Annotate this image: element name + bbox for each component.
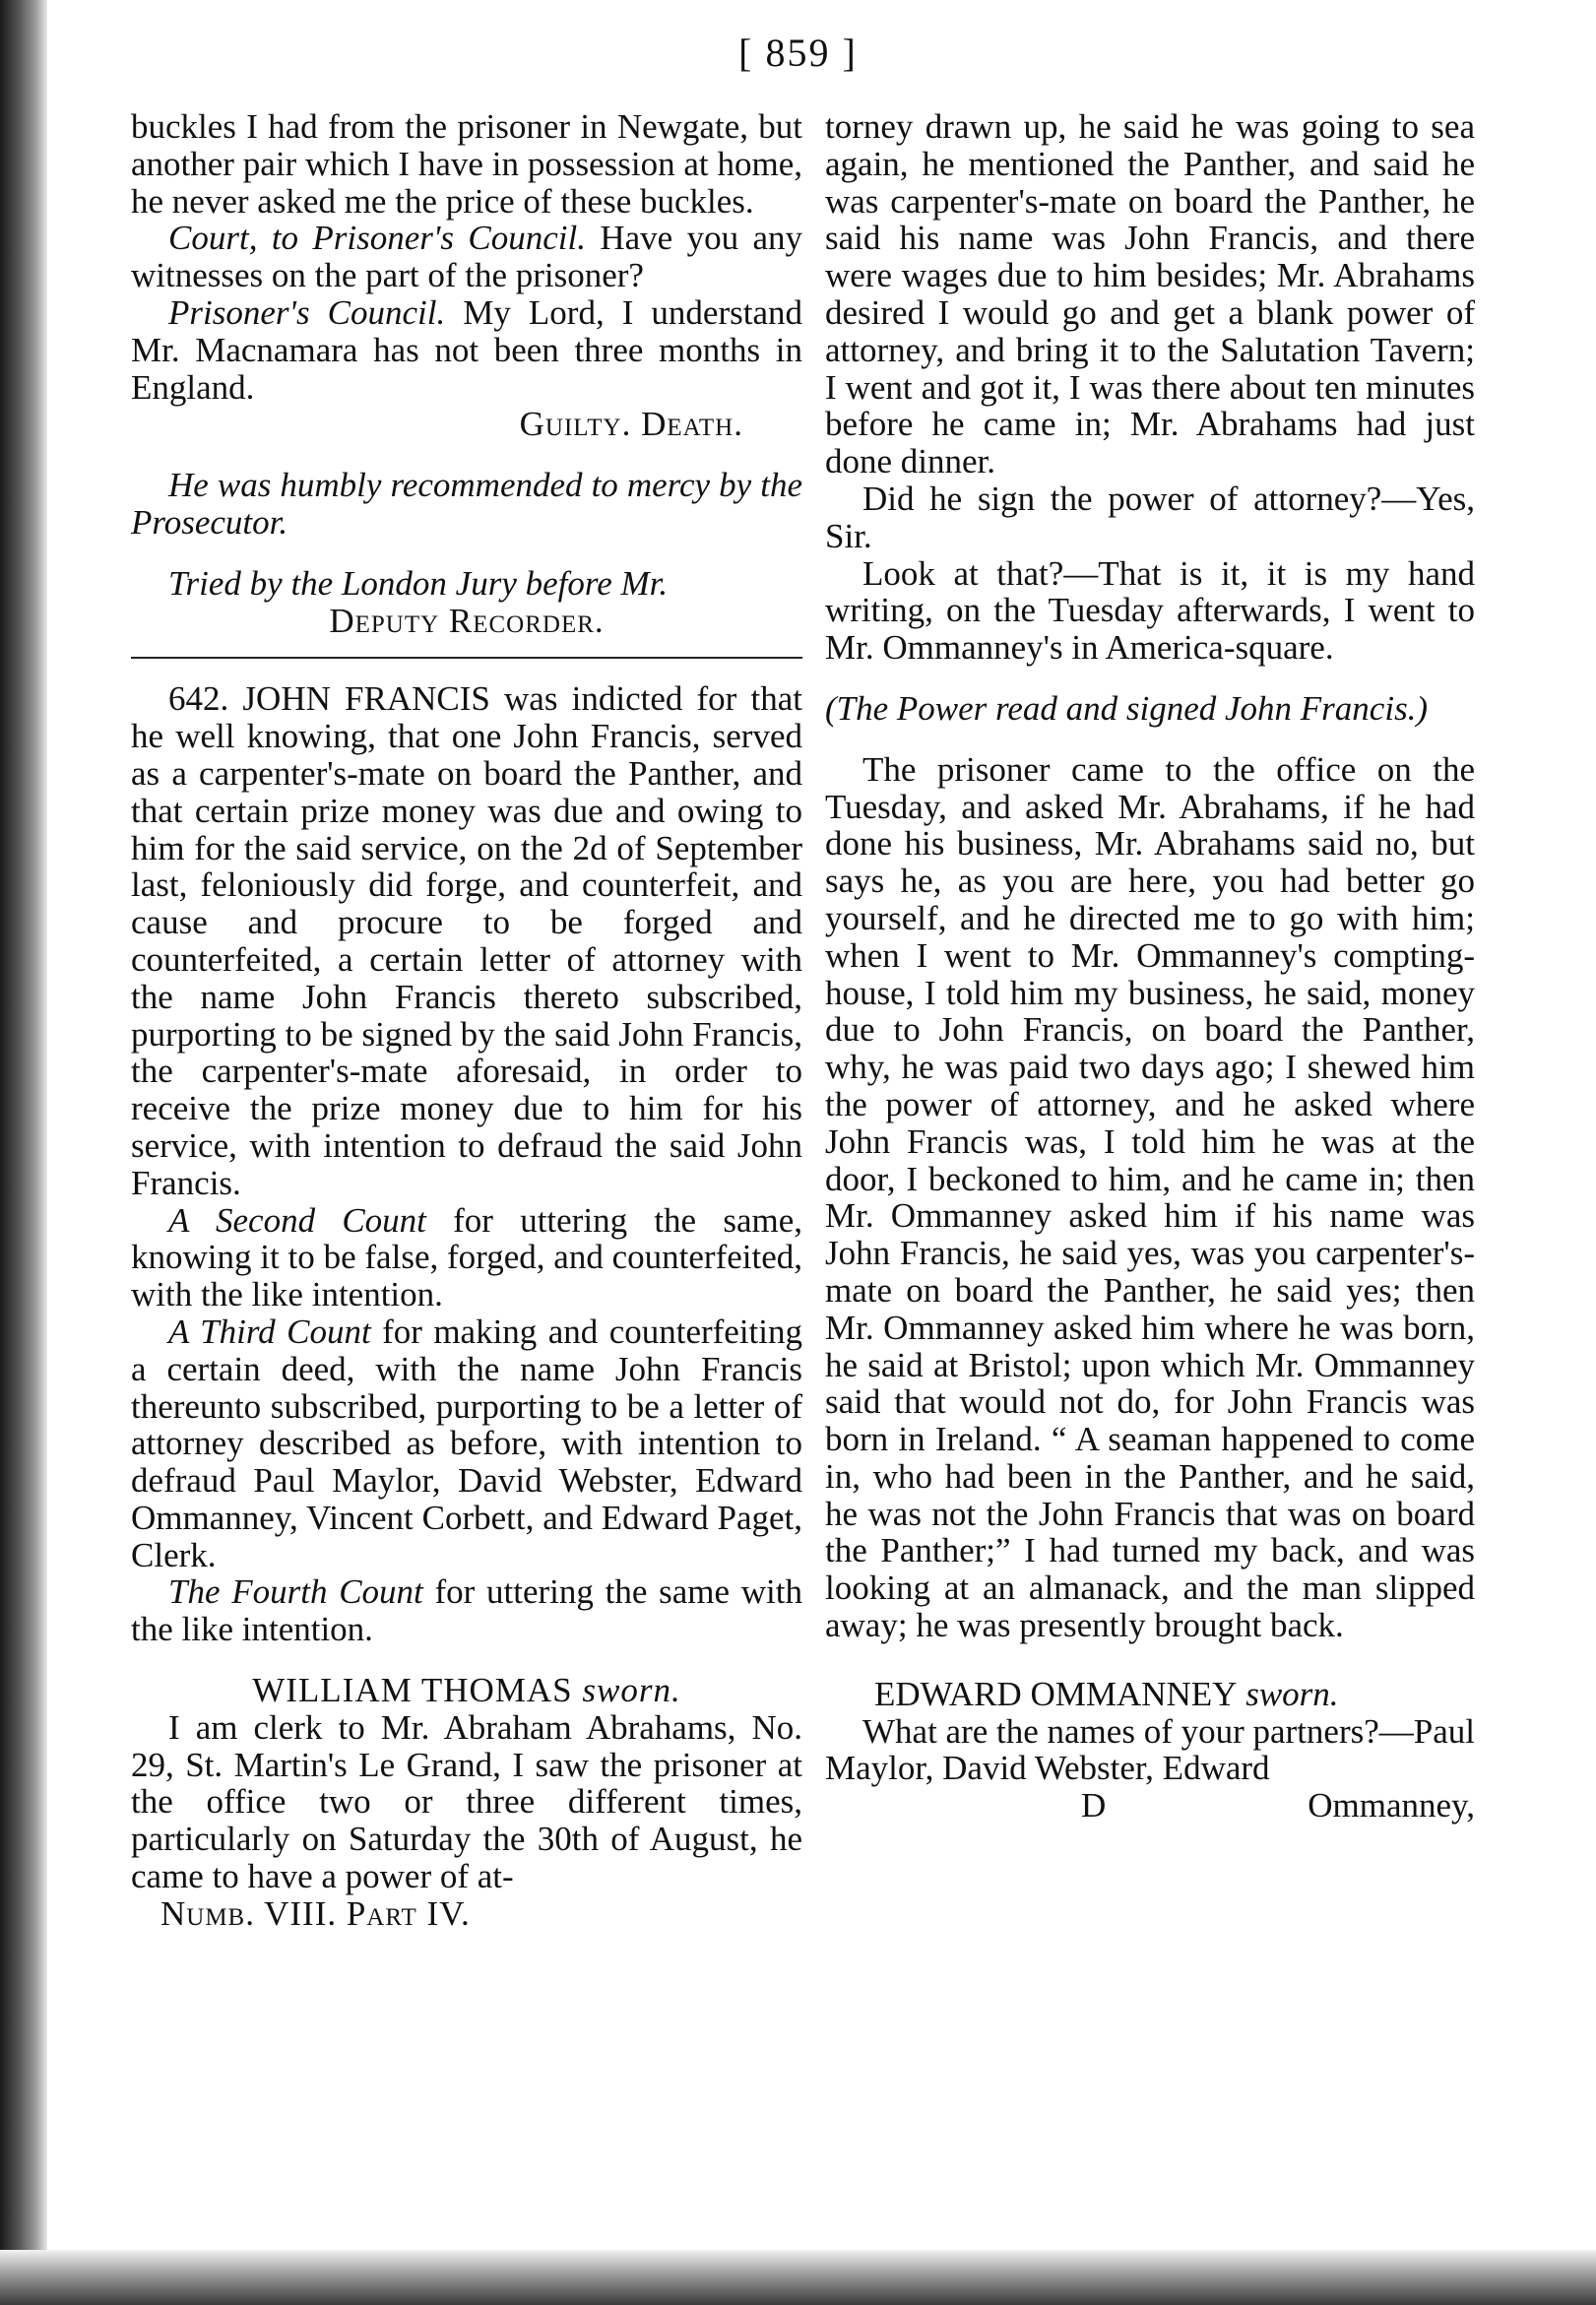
witness-heading-ommanney <box>825 1676 1475 1713</box>
fourth-count-label: The Fourth Count <box>168 1572 423 1612</box>
right-paragraph-1: torney drawn up, he said he was going to sea again, he mentioned the Panther, and said he was carpenter's-mate on board the Panther, he said his name was John Francis, and there were wages due to him besides; Mr. Abrahams desired I would go and get a blank power of attorney, and bring it to the Salutation Tavern; I went and got it, I was there about ten minutes before he came in; Mr. Abrahams had just done dinner. <box>825 107 1475 481</box>
witness-name: WILLIAM THOMAS <box>252 1671 573 1710</box>
page-bottom-shadow <box>0 2250 1596 2305</box>
second-count-text: for uttering the same, knowing it to be false, forged, and counterfeited, with the like intention. <box>131 1200 802 1314</box>
left-paragraph-1: buckles I had from the prisoner in Newgate, but another pair which I have in possession at home, he never asked me the price of these buckles. <box>131 107 802 221</box>
tried-line-1: Tried by the London Jury before Mr. <box>168 563 669 603</box>
right-paragraph-2: The prisoner came to the office on the Tuesday, and asked Mr. Abrahams, if he had done his business, Mr. Abrahams said no, but says he, as you are here, you had better go yourself, and he directed me to go with him; when I went to Mr. Ommanney's compting-house, I told him my business, he said, money due to John Francis, on board the Panther, why, he was paid two days ago; I shewed him the power of attorney, and he asked where John Francis was, I told him he was at the door, I beckoned to him, and he came in; then Mr. Ommanney asked him if his name was John Francis, he said yes, was you carpenter's-mate on board the Panther, he said yes; then Mr. Ommanney asked him where he was born, he said at Bristol; upon which Mr. Ommanney said that would not do, for John Francis was born in Ireland. “ A seaman happened to come in, who had been in the Panther, and he said, he was not the John Francis that was on board the Panther;” I had turned my back, and was looking at an almanack, and the man slipped away; he was presently brought back. <box>825 749 1475 1645</box>
witness-name: EDWARD OMMANNEY <box>874 1674 1238 1713</box>
recommendation: He was humbly recommended to mercy by the Prosecutor. <box>131 466 802 542</box>
page-footer-number: Numb. VIII. Part IV. <box>160 1893 471 1933</box>
third-count-label: A Third Count <box>168 1312 371 1351</box>
witness-testimony-ommanney: What are the names of your partners?—Paul Maylor, David Webster, Edward <box>825 1711 1475 1788</box>
tried-line-2: Deputy Recorder. <box>329 601 605 640</box>
left-column <box>131 108 802 1933</box>
fourth-count <box>131 1573 802 1648</box>
case-indictment: 642. JOHN FRANCIS was indicted for that he well knowing, that one John Francis, served as a carpenter's-mate on board the Panther, and that certain prize money was due and owing to him for the said service, on the 2d of September last, feloniously did forge, and counterfeit, and cause and procure to be forged and counterfeited, a certain letter of attorney with the name John Francis thereto subscribed, purporting to be signed by the said John Francis, the carpenter's-mate aforesaid, in order to receive the prize money due to him for his service, with intention to defraud the said John Francis. <box>131 679 802 1202</box>
page-number: [ 859 ] <box>738 31 858 75</box>
section-divider <box>131 657 802 659</box>
fourth-count-text: for uttering the same with the like intention. <box>131 1572 802 1649</box>
witness-heading-thomas <box>131 1672 802 1709</box>
question-look: Look at that?—That is it, it is my hand writing, on the Tuesday afterwards, I went to Mr. Ommanney's in America-square. <box>825 553 1475 668</box>
signature-mark: D <box>1081 1786 1107 1825</box>
witness-sworn: sworn. <box>572 1671 681 1710</box>
verdict: Guilty. Death. <box>519 405 743 444</box>
counsel-speaker: Prisoner's Council. <box>168 292 446 332</box>
counsel-reply <box>131 294 802 406</box>
second-count <box>131 1202 802 1313</box>
right-column <box>825 108 1475 1825</box>
court-speaker: Court, to Prisoner's Council. <box>168 219 586 258</box>
second-count-label: A Second Count <box>168 1200 426 1240</box>
power-note: (The Power read and signed John Francis.) <box>825 688 1429 728</box>
court-text: Have you any witnesses on the part of the prisoner? <box>131 219 802 295</box>
counsel-text: My Lord, I understand Mr. Macnamara has not been three months in England. <box>131 292 802 407</box>
witness-testimony-thomas: I am clerk to Mr. Abraham Abrahams, No. 29, St. Martin's Le Grand, I saw the prisoner at the office two or three different times, particularly on Saturday the 30th of August, he came to have a power of at- <box>131 1707 802 1896</box>
question-signed: Did he sign the power of attorney?—Yes, Sir. <box>825 479 1475 555</box>
court-question <box>131 220 802 294</box>
page-binding-shadow <box>0 0 47 2305</box>
witness-sworn: sworn. <box>1237 1674 1339 1713</box>
catchword: Ommanney, <box>1308 1786 1475 1825</box>
signature-line <box>825 1787 1475 1825</box>
third-count <box>131 1313 802 1574</box>
third-count-text: for making and counterfeiting a certain deed, with the name John Francis thereunto subscribed, purporting to be a letter of attorney described as before, with intention to defraud Paul Maylor, David Webster, Edward Ommanney, Vincent Corbett, and Edward Paget, Clerk. <box>131 1312 802 1574</box>
